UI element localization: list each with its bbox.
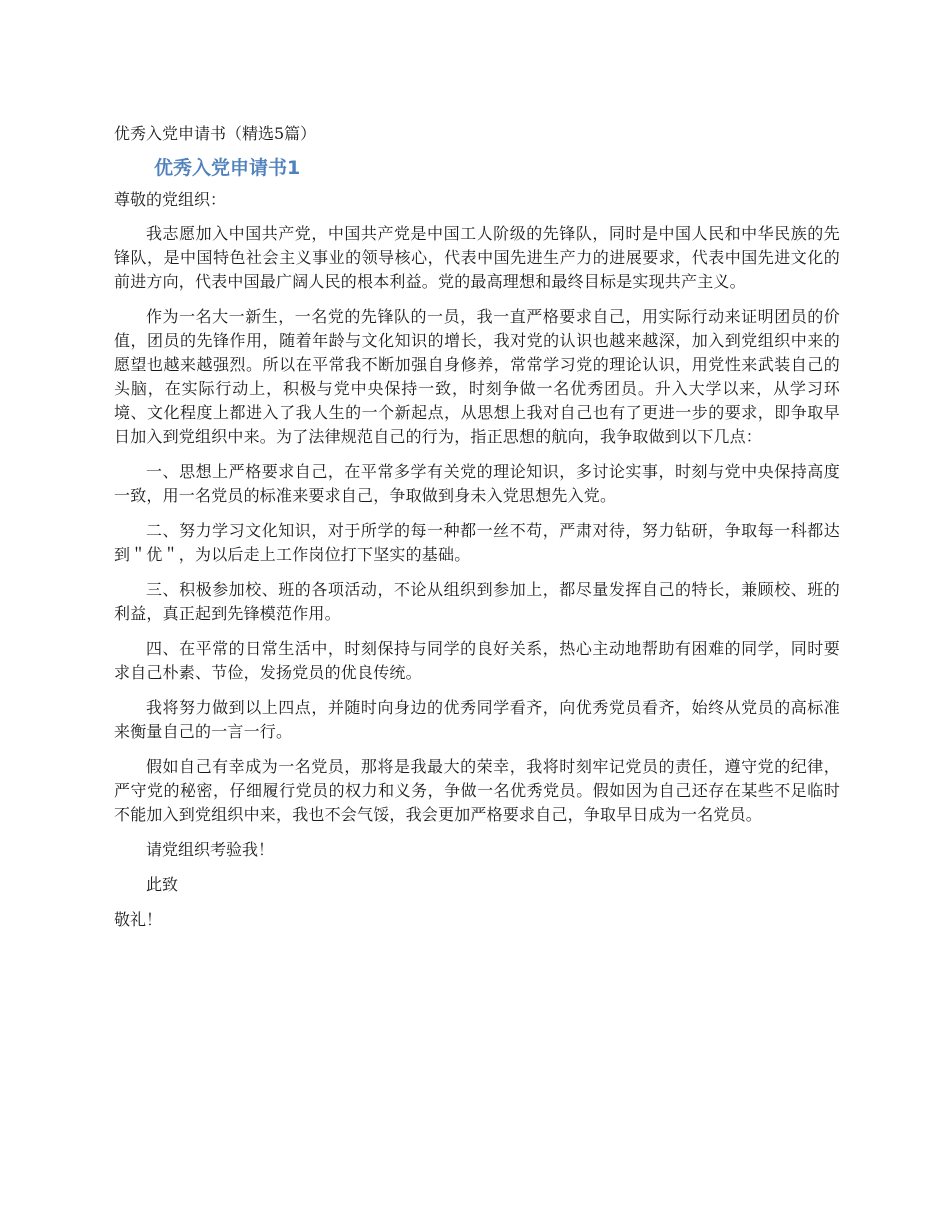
closing-regards: 此致 [146,875,179,894]
document-title: 优秀入党申请书（精选5篇） [114,124,317,143]
body-paragraph: 我将努力做到以上四点，并随时向身边的优秀同学看齐，向优秀党员看齐，始终从党员的高标准来衡量自己的一言一行。 [114,698,840,741]
body-paragraph: 一、思想上严格要求自己，在平常多学有关党的理论知识，多讨论实事，时刻与党中央保持高度一致，用一名党员的标准来要求自己，争取做到身未入党思想先入党。 [114,462,840,505]
body-paragraph: 四、在平常的日常生活中，时刻保持与同学的良好关系，热心主动地帮助有困难的同学，同时要求自己朴素、节俭，发扬党员的优良传统。 [114,639,840,682]
body-paragraph: 假如自己有幸成为一名党员，那将是我最大的荣幸，我将时刻牢记党员的责任，遵守党的纪律，严守党的秘密，仔细履行党员的权力和义务，争做一名优秀党员。假如因为自己还存在某些不足临时不能加入到党组织中来，我也不会气馁，我会更加严格要求自己，争取早日成为一名党员。 [114,757,840,824]
body-paragraph: 三、积极参加校、班的各项活动，不论从组织到参加上，都尽量发挥自己的特长，兼顾校、班的利益，真正起到先锋模范作用。 [114,580,840,623]
body-paragraph: 我志愿加入中国共产党，中国共产党是中国工人阶级的先锋队，同时是中国人民和中华民族的先锋队，是中国特色社会主义事业的领导核心，代表中国先进生产力的进展要求，代表中国先进文化的前进方向，代表中国最广阔人民的根本利益。党的最高理想和最终目标是实现共产主义。 [114,224,840,291]
section-heading: 优秀入党申请书1 [154,157,301,179]
document-page [114,122,840,932]
closing-salute: 敬礼！ [114,910,163,929]
body-paragraph: 二、努力学习文化知识，对于所学的每一种都一丝不苟，严肃对待，努力钻研，争取每一科都达到＂优＂，为以后走上工作岗位打下坚实的基础。 [114,521,840,564]
closing-request: 请党组织考验我！ [146,840,275,859]
body-paragraph: 作为一名大一新生，一名党的先锋队的一员，我一直严格要求自己，用实际行动来证明团员的价值，团员的先锋作用，随着年龄与文化知识的增长，我对党的认识也越来越深，加入到党组织中来的愿望也越来越强烈。所以在平常我不断加强自身修养，常常学习党的理论认识，用党性来武装自己的头脑，在实际行动上，积极与党中央保持一致，时刻争做一名优秀团员。升入大学以来，从学习环境、文化程度上都进入了我人生的一个新起点，从思想上我对自己也有了更进一步的要求，即争取早日加入到党组织中来。为了法律规范自己的行为，指正思想的航向，我争取做到以下几点： [114,307,840,446]
salutation: 尊敬的党组织： [114,190,227,209]
